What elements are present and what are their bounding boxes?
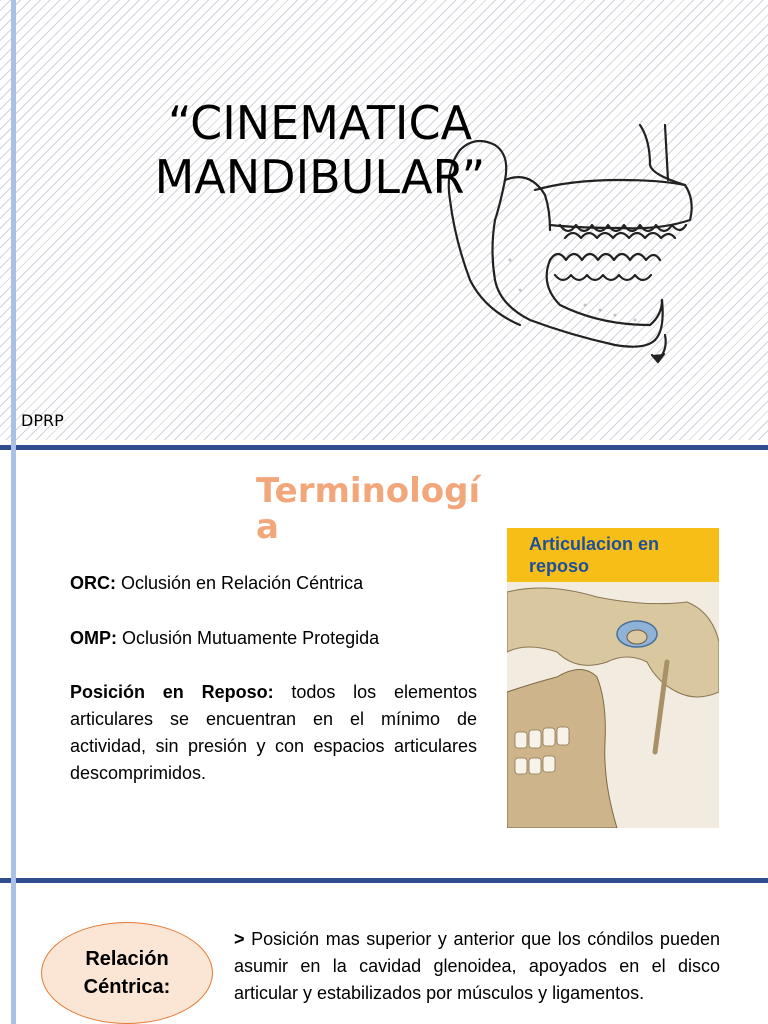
centric-relation-slide (0, 890, 768, 1024)
definition-text: Oclusión Mutuamente Protegida (117, 628, 380, 648)
definition-term: ORC: (70, 573, 116, 593)
slide-title: “CINEMATICA MANDIBULAR” (154, 96, 486, 204)
figure-caption: Articulacion en reposo (529, 534, 660, 576)
definition-text: Posición mas superior y anterior que los cóndilos pueden asumir en la cavidad glenoidea, apoyados en el disco articular y estabilizados por músculos y ligamentos. (234, 929, 720, 1003)
definition-text: todos los elementos articulares se encuentran en el mínimo de actividad, sin presión y con espacios articulares descomprimidos. (70, 682, 477, 783)
terminology-heading: Terminología (256, 471, 481, 547)
definition-rest-position (70, 679, 477, 787)
definition-text: Oclusión en Relación Céntrica (116, 573, 364, 593)
definition-omp (70, 625, 477, 652)
slide2-bottom-rule (0, 878, 768, 883)
title-slide (0, 0, 768, 440)
relacion-centrica-label (41, 922, 213, 1024)
figure-caption-bar (507, 528, 719, 582)
left-margin-line (11, 0, 16, 1024)
terminology-slide (0, 455, 768, 875)
slide1-bottom-rule (0, 445, 768, 450)
bullet-marker: > (234, 929, 245, 949)
tmj-figure (507, 528, 719, 828)
definition-orc (70, 570, 477, 597)
centric-relation-definition (234, 926, 720, 1007)
label-text: Relación Céntrica: (83, 948, 171, 998)
definition-term: Posición en Reposo: (70, 682, 274, 702)
skull-tmj-illustration (507, 582, 719, 828)
definition-term: OMP: (70, 628, 117, 648)
author-initials: DPRP (21, 411, 64, 430)
